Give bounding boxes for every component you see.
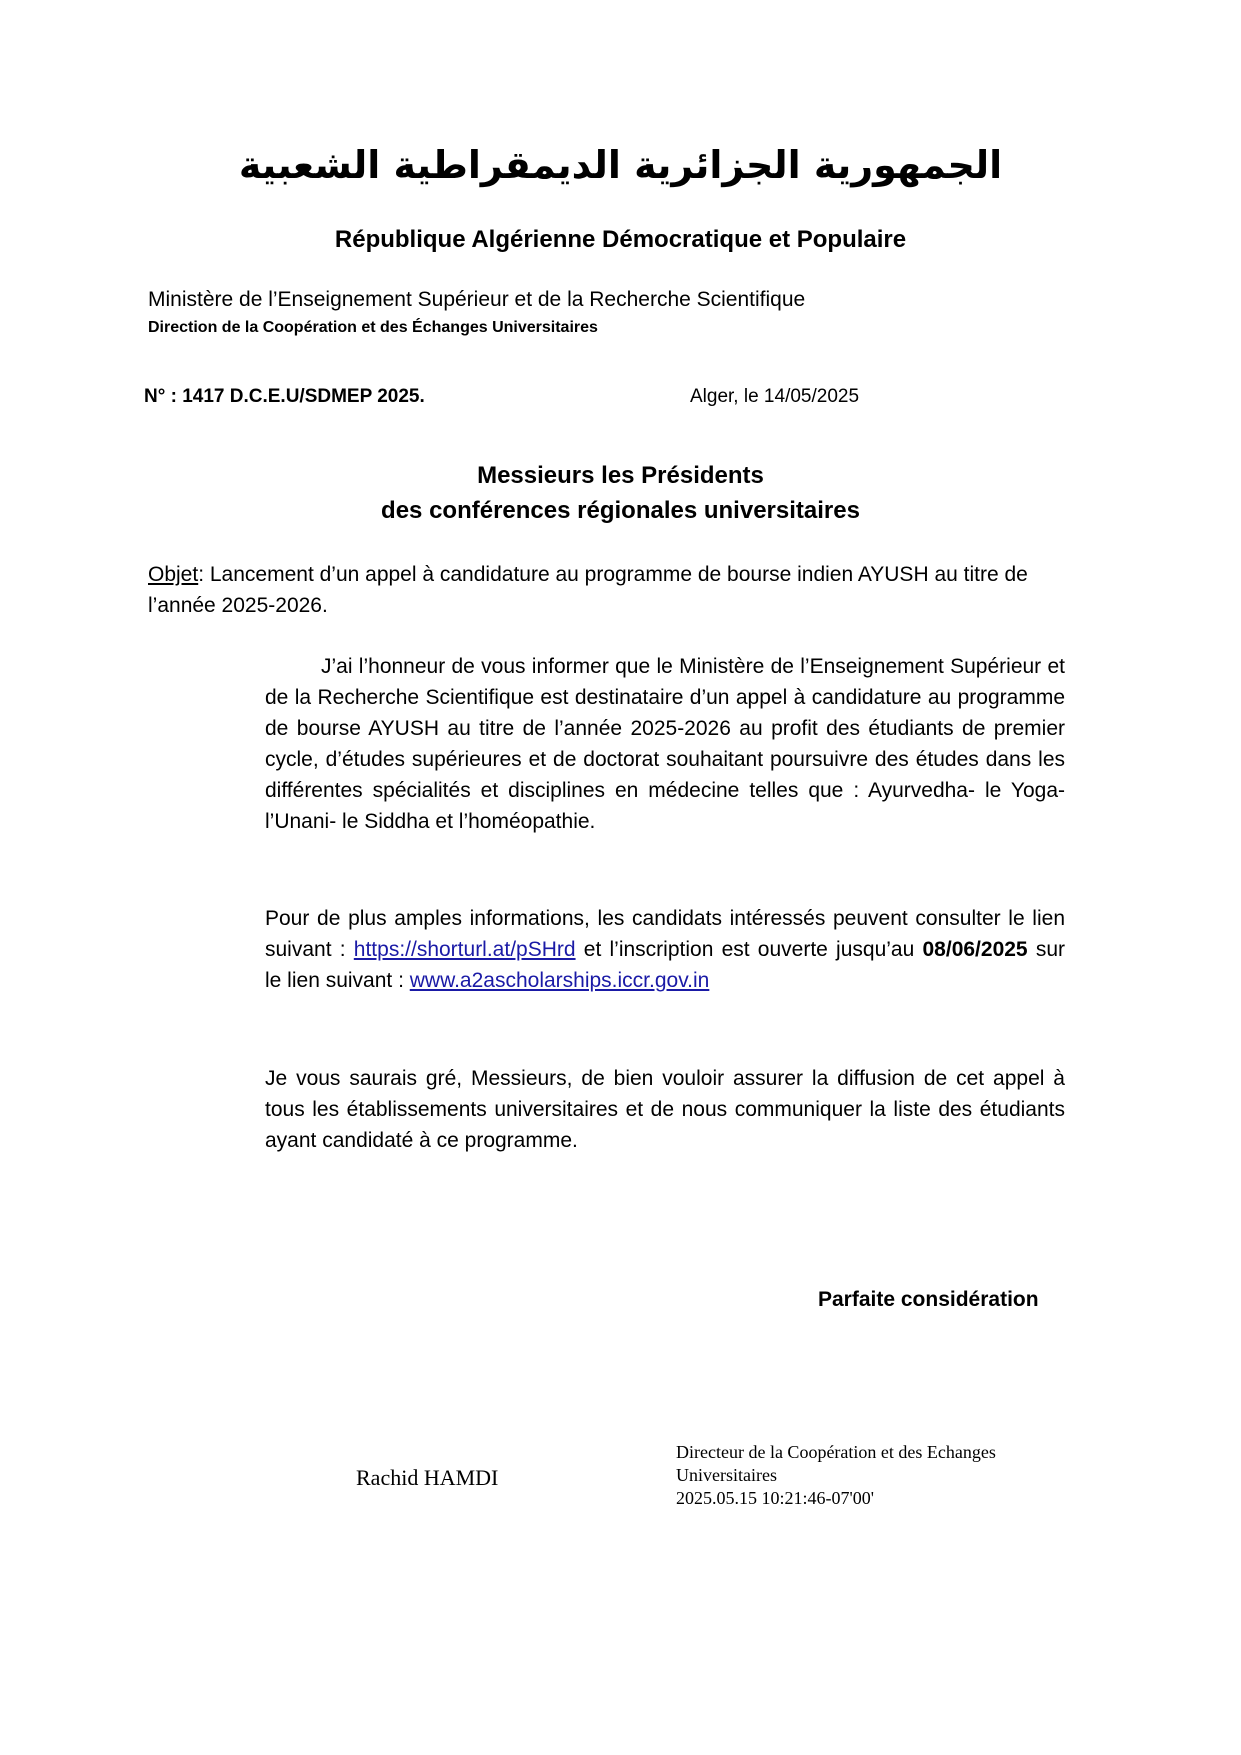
- deadline-date: 08/06/2025: [922, 938, 1028, 961]
- subject-text: : Lancement d’un appel à candidature au programme de bourse indien AYUSH au titre de l’année 2025-2026.: [148, 563, 1028, 617]
- shorturl-link[interactable]: https://shorturl.at/pSHrd: [353, 938, 576, 961]
- body-paragraph-2: [265, 903, 1065, 996]
- direction-name: Direction de la Coopération et des Échanges Universitaires: [148, 319, 598, 336]
- place-date: Alger, le 14/05/2025: [690, 386, 860, 407]
- digital-signature-info: [676, 1441, 1076, 1510]
- french-republic-title: République Algérienne Démocratique et Populaire: [334, 226, 907, 253]
- signatory-title-line-2: Universitaires: [676, 1465, 777, 1485]
- paragraph2-text-2: et l’inscription est ouverte jusqu’au: [575, 938, 923, 961]
- recipient-line-2: des conférences régionales universitaires: [381, 497, 860, 524]
- reference-number: N° : 1417 D.C.E.U/SDMEP 2025.: [144, 386, 425, 407]
- paragraph2-text-1: Pour de plus amples informations, les candidats intéressés peuvent consulter le lien suivant :: [265, 907, 1065, 961]
- signatory-name: Rachid HAMDI: [356, 1465, 499, 1490]
- body-paragraph-1: J’ai l’honneur de vous informer que le Ministère de l’Enseignement Supérieur et de la Recherche Scientifique est destinataire d’un appel à candidature au programme de bourse AYUSH au titre de l’année 2025-2026 au profit des étudiants de premier cycle, d’études supérieures et de doctorat souhaitant poursuivre des études dans les différentes spécialités et disciplines en médecine telles que : Ayurvedha- le Yoga- l’Unani- le Siddha et l’homéopathie.: [265, 655, 1065, 833]
- signature-timestamp: 2025.05.15 10:21:46-07'00': [676, 1488, 874, 1508]
- body-paragraph-3: Je vous saurais gré, Messieurs, de bien vouloir assurer la diffusion de cet appel à tous les établissements universitaires et de nous communiquer la liste des étudiants ayant candidaté à ce programme.: [265, 1067, 1065, 1152]
- recipient-line-1: Messieurs les Présidents: [477, 462, 764, 489]
- paragraph2-text-3: sur le lien suivant :: [265, 938, 1065, 992]
- subject-line: [148, 559, 1093, 621]
- recipient-block: [0, 458, 1241, 528]
- arabic-republic-title: الجمهورية الجزائرية الديمقراطية الشعبية: [238, 143, 1003, 187]
- closing-formula: Parfaite considération: [818, 1288, 1039, 1311]
- subject-label: Objet: [148, 563, 199, 586]
- ministry-name: Ministère de l’Enseignement Supérieur et de la Recherche Scientifique: [148, 288, 806, 311]
- signatory-title-line-1: Directeur de la Coopération et des Echanges: [676, 1442, 996, 1462]
- iccr-scholarship-link[interactable]: www.a2ascholarships.iccr.gov.in: [409, 969, 710, 992]
